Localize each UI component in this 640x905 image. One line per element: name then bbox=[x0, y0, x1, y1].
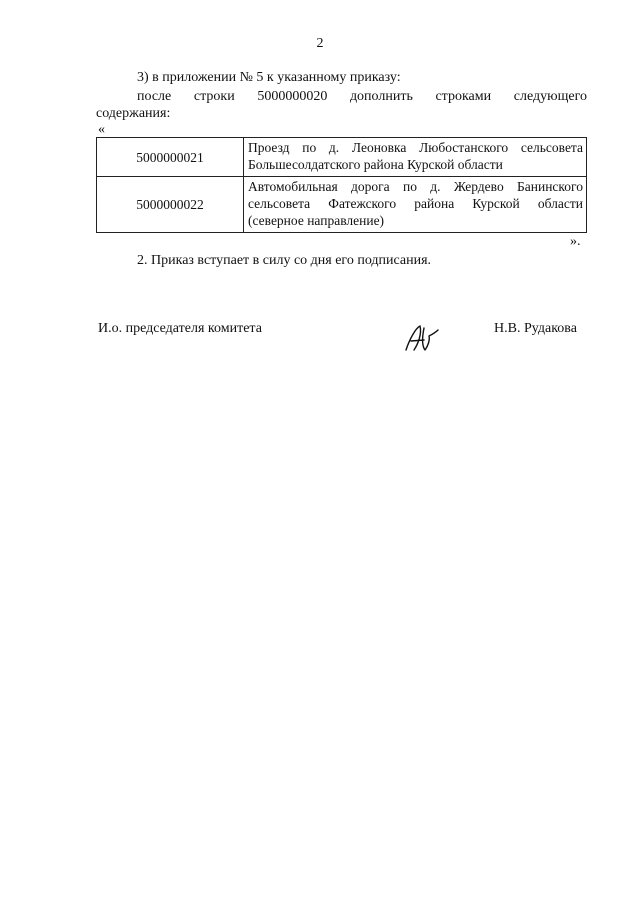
close-quote: ». bbox=[570, 234, 581, 249]
page-number: 2 bbox=[316, 36, 324, 51]
open-quote: « bbox=[98, 122, 105, 137]
roads-table bbox=[96, 137, 587, 233]
handwritten-signature bbox=[400, 320, 440, 356]
intro-word: следующего bbox=[513, 89, 587, 104]
intro-word: строками bbox=[435, 89, 492, 104]
intro-word: после bbox=[137, 89, 172, 104]
signatory-name: Н.В. Рудакова bbox=[494, 321, 577, 336]
amendment-intro-continuation: содержания: bbox=[96, 106, 171, 121]
intro-word: строки bbox=[193, 89, 235, 104]
table-row bbox=[97, 138, 587, 177]
effective-clause: 2. Приказ вступает в силу со дня его подписания. bbox=[137, 253, 432, 268]
road-name: Автомобильная дорога по д. Жердево Банинского сельсовета Фатежского района Курской области (северное направление) bbox=[244, 177, 587, 233]
road-code: 5000000022 bbox=[97, 177, 244, 233]
amendment-heading: 3) в приложении № 5 к указанному приказу: bbox=[137, 70, 401, 85]
road-code: 5000000021 bbox=[97, 138, 244, 177]
intro-word: дополнить bbox=[349, 89, 413, 104]
table-row bbox=[97, 177, 587, 233]
intro-word: 5000000020 bbox=[257, 89, 328, 104]
road-name: Проезд по д. Леоновка Любостанского сельсовета Большесолдатского района Курской области bbox=[244, 138, 587, 177]
amendment-intro-line bbox=[137, 88, 587, 105]
signatory-position: И.о. председателя комитета bbox=[98, 321, 262, 336]
